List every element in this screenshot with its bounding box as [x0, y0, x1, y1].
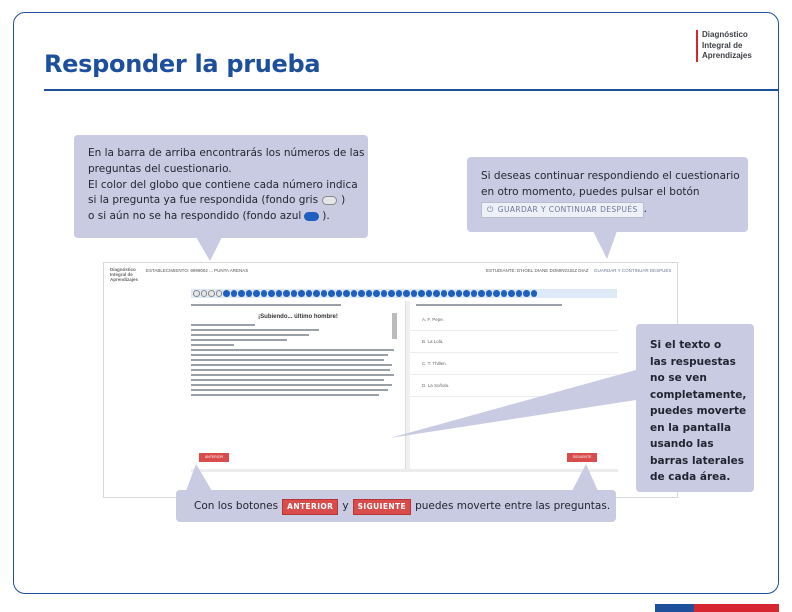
- callout-pointer: [186, 464, 216, 492]
- question-number-bubble[interactable]: [433, 290, 440, 297]
- question-number-bubble[interactable]: [388, 290, 395, 297]
- question-number-bubble[interactable]: [306, 290, 313, 297]
- text-line: [191, 364, 392, 366]
- question-number-bubble[interactable]: [208, 290, 215, 297]
- callout-line: [481, 202, 748, 218]
- callout-line: El color del globo que contiene cada número indica: [88, 178, 358, 191]
- next-button[interactable]: SIGUIENTE: [567, 453, 597, 462]
- question-number-bubble[interactable]: [343, 290, 350, 297]
- callout-line: Si deseas continuar respondiendo el cuestionario: [481, 170, 740, 182]
- callout-text: Con los botones: [194, 500, 279, 513]
- question-text: [416, 304, 562, 306]
- callout-question-bar: [74, 135, 368, 238]
- screenshot-logo-line: Integral de: [110, 272, 133, 277]
- callout-pointer: [593, 231, 619, 261]
- question-number-bubble[interactable]: [298, 290, 305, 297]
- siguiente-button-sample: SIGUIENTE: [353, 499, 411, 515]
- text-line: [191, 389, 388, 391]
- text-line: [191, 339, 287, 341]
- question-number-bubble[interactable]: [403, 290, 410, 297]
- question-number-bubble[interactable]: [448, 290, 455, 297]
- power-icon: ⏻: [487, 204, 494, 214]
- text-line: [191, 349, 394, 351]
- callout-navigation-buttons: [176, 490, 616, 522]
- question-number-bubble[interactable]: [321, 290, 328, 297]
- text-line: [191, 374, 394, 376]
- screenshot-footer-bar: [191, 469, 618, 472]
- callout-line: puedes moverte: [650, 405, 747, 417]
- answer-option[interactable]: B. La Lola.: [410, 331, 618, 353]
- text-line: [191, 369, 390, 371]
- callout-line: En la barra de arriba encontrarás los números de las: [88, 147, 365, 159]
- callout-line: usando las: [650, 438, 714, 450]
- callout-text: .: [643, 202, 648, 215]
- logo-line-2: Integral de: [702, 40, 743, 50]
- question-number-bubble[interactable]: [231, 290, 238, 297]
- screenshot-header: [104, 263, 677, 285]
- callout-text: o si aún no se ha respondido (fondo azul: [88, 210, 302, 223]
- footer-brand-bar-red: [694, 604, 779, 612]
- callout-line: [88, 193, 368, 209]
- question-number-bubble[interactable]: [493, 290, 500, 297]
- question-number-bubble[interactable]: [516, 290, 523, 297]
- save-continue-button-sample: [481, 202, 644, 218]
- question-number-bubble[interactable]: [441, 290, 448, 297]
- callout-save-continue: [467, 157, 748, 232]
- question-number-bubble[interactable]: [223, 290, 230, 297]
- text-line: [191, 329, 319, 331]
- question-number-bubble[interactable]: [501, 290, 508, 297]
- question-number-bubble[interactable]: [426, 290, 433, 297]
- question-number-bar: [191, 289, 617, 298]
- text-line: [191, 334, 309, 336]
- reading-panel: [191, 301, 405, 469]
- callout-line: completamente,: [650, 388, 747, 401]
- callout-pointer: [390, 340, 638, 440]
- question-number-bubble[interactable]: [478, 290, 485, 297]
- callout-line: en otro momento, puedes pulsar el botón: [481, 185, 700, 198]
- screenshot-logo-line: Diagnóstico: [110, 267, 136, 272]
- text-line: [191, 344, 234, 346]
- text-line: [191, 394, 379, 396]
- question-number-bubble[interactable]: [351, 290, 358, 297]
- text-line: [191, 384, 392, 386]
- text-line: [191, 354, 388, 356]
- question-number-bubble[interactable]: [373, 290, 380, 297]
- question-number-bubble[interactable]: [523, 290, 530, 297]
- logo-bar: [696, 30, 698, 62]
- question-number-bubble[interactable]: [463, 290, 470, 297]
- callout-line: [88, 209, 368, 225]
- question-number-bubble[interactable]: [508, 290, 515, 297]
- establishment-label: ESTABLECIMIENTO: 9999002 ... PUNTA ARENAS: [146, 268, 249, 273]
- question-number-bubble[interactable]: [396, 290, 403, 297]
- logo-line-3: Aprendizajes: [702, 51, 752, 60]
- question-number-bubble[interactable]: [486, 290, 493, 297]
- logo: [696, 30, 776, 64]
- text-line: [191, 304, 341, 306]
- reading-title: ¡Subiendo... último hombre!: [258, 314, 338, 320]
- question-number-bubble[interactable]: [268, 290, 275, 297]
- question-number-bubble[interactable]: [411, 290, 418, 297]
- answer-option[interactable]: A. F. Pepe.: [410, 309, 618, 331]
- callout-line: no se ven: [650, 372, 707, 384]
- save-continue-link[interactable]: GUARDAR Y CONTINUAR DESPUÉS: [594, 268, 672, 273]
- question-number-bubble[interactable]: [201, 290, 208, 297]
- callout-line: en la pantalla: [650, 421, 732, 434]
- question-number-bubble[interactable]: [336, 290, 343, 297]
- logo-line-1: Diagnóstico: [702, 30, 748, 39]
- question-number-bubble[interactable]: [216, 290, 223, 297]
- blue-bubble-icon: [304, 212, 319, 221]
- callout-line: las respuestas: [650, 355, 736, 368]
- answer-option[interactable]: D. La Soñola.: [410, 375, 618, 397]
- text-line: [191, 379, 384, 381]
- callout-scrollbars: [636, 324, 754, 492]
- reading-scrollbar-thumb[interactable]: [392, 313, 397, 339]
- question-number-bubble[interactable]: [328, 290, 335, 297]
- callout-text: y: [342, 500, 349, 513]
- question-number-bubble[interactable]: [193, 290, 200, 297]
- callout-text: ): [341, 194, 346, 207]
- callout-text: puedes moverte entre las preguntas.: [415, 500, 611, 513]
- question-number-bubble[interactable]: [381, 290, 388, 297]
- logo-text: [702, 30, 752, 62]
- question-number-bubble[interactable]: [366, 290, 373, 297]
- question-number-bubble[interactable]: [456, 290, 463, 297]
- callout-line: Si el texto o: [650, 339, 722, 351]
- question-number-bubble[interactable]: [313, 290, 320, 297]
- callout-line: preguntas del cuestionario.: [88, 162, 232, 175]
- question-number-bubble[interactable]: [531, 290, 538, 297]
- question-number-bubble[interactable]: [253, 290, 260, 297]
- callout-pointer: [570, 464, 600, 492]
- callout-text: si la pregunta ya fue respondida (fondo gris: [88, 194, 319, 207]
- screenshot-logo-line: Aprendizajes: [110, 277, 139, 282]
- question-number-bubble[interactable]: [291, 290, 298, 297]
- question-number-bubble[interactable]: [283, 290, 290, 297]
- gray-bubble-icon: [322, 196, 337, 205]
- button-label: GUARDAR Y CONTINUAR DESPUÉS: [497, 204, 638, 214]
- callout-line: barras laterales: [650, 454, 745, 467]
- title-divider: [44, 89, 779, 91]
- callout-line: de cada área.: [650, 471, 731, 483]
- callout-pointer: [196, 237, 222, 263]
- text-line: [191, 324, 255, 326]
- question-number-bubble[interactable]: [246, 290, 253, 297]
- page-title: Responder la prueba: [44, 50, 321, 78]
- answer-option[interactable]: C. T. Thillen.: [410, 353, 618, 375]
- anterior-button-sample: ANTERIOR: [282, 499, 338, 515]
- question-number-bubble[interactable]: [261, 290, 268, 297]
- question-number-bubble[interactable]: [358, 290, 365, 297]
- previous-button[interactable]: ANTERIOR: [199, 453, 229, 462]
- screenshot-logo: [110, 267, 138, 282]
- text-line: [191, 359, 384, 361]
- question-number-bubble[interactable]: [418, 290, 425, 297]
- question-number-bubble[interactable]: [471, 290, 478, 297]
- student-label: ESTUDIANTE: D'HOEL DIANE DOMINGUEZ DIAZ: [486, 268, 589, 273]
- callout-line: [194, 499, 616, 515]
- question-number-bubble[interactable]: [276, 290, 283, 297]
- callout-text: ).: [322, 210, 330, 223]
- question-number-bubble[interactable]: [238, 290, 245, 297]
